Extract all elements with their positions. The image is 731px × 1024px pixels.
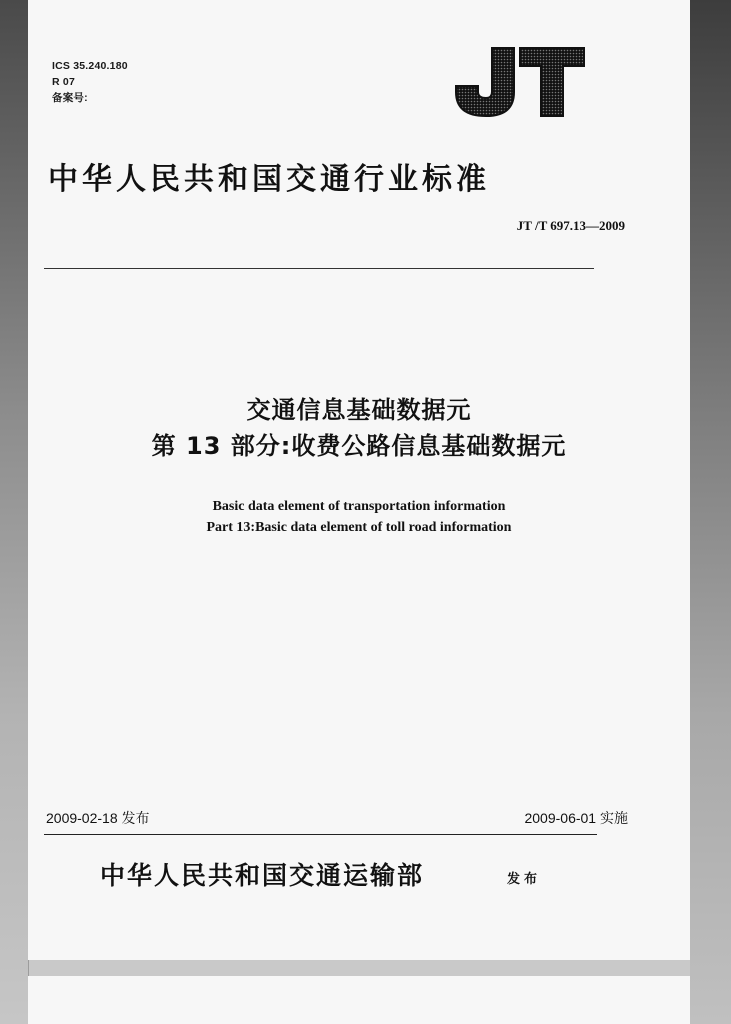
scan-background-left bbox=[0, 0, 28, 1024]
scan-background-right bbox=[690, 0, 731, 1024]
document-title bbox=[28, 392, 690, 464]
english-title-line-2: Part 13:Basic data element of toll road information bbox=[206, 520, 512, 535]
ics-code: ICS 35.240.180 bbox=[52, 60, 128, 72]
header-divider bbox=[44, 268, 594, 269]
standard-category-title: 中华人民共和国交通行业标准 bbox=[48, 162, 490, 197]
classification-block bbox=[52, 58, 128, 106]
issue-date: 2009-02-18 发布 bbox=[46, 810, 150, 826]
english-title bbox=[28, 496, 690, 538]
title-line-2: 第 13 部分:收费公路信息基础数据元 bbox=[151, 432, 567, 460]
record-number: 备案号: bbox=[52, 92, 88, 104]
jt-logo bbox=[452, 46, 587, 118]
next-document-page bbox=[28, 976, 690, 1024]
logo-text: JT bbox=[452, 46, 453, 47]
publish-label: 发布 bbox=[507, 872, 542, 887]
implementation-date: 2009-06-01 实施 bbox=[524, 810, 628, 826]
publisher-name: 中华人民共和国交通运输部 bbox=[100, 861, 425, 890]
class-code: R 07 bbox=[52, 76, 75, 88]
footer-divider bbox=[44, 834, 597, 835]
title-line-1: 交通信息基础数据元 bbox=[246, 396, 472, 424]
standard-number: JT /T 697.13—2009 bbox=[516, 218, 625, 233]
english-title-line-1: Basic data element of transportation information bbox=[212, 499, 506, 514]
